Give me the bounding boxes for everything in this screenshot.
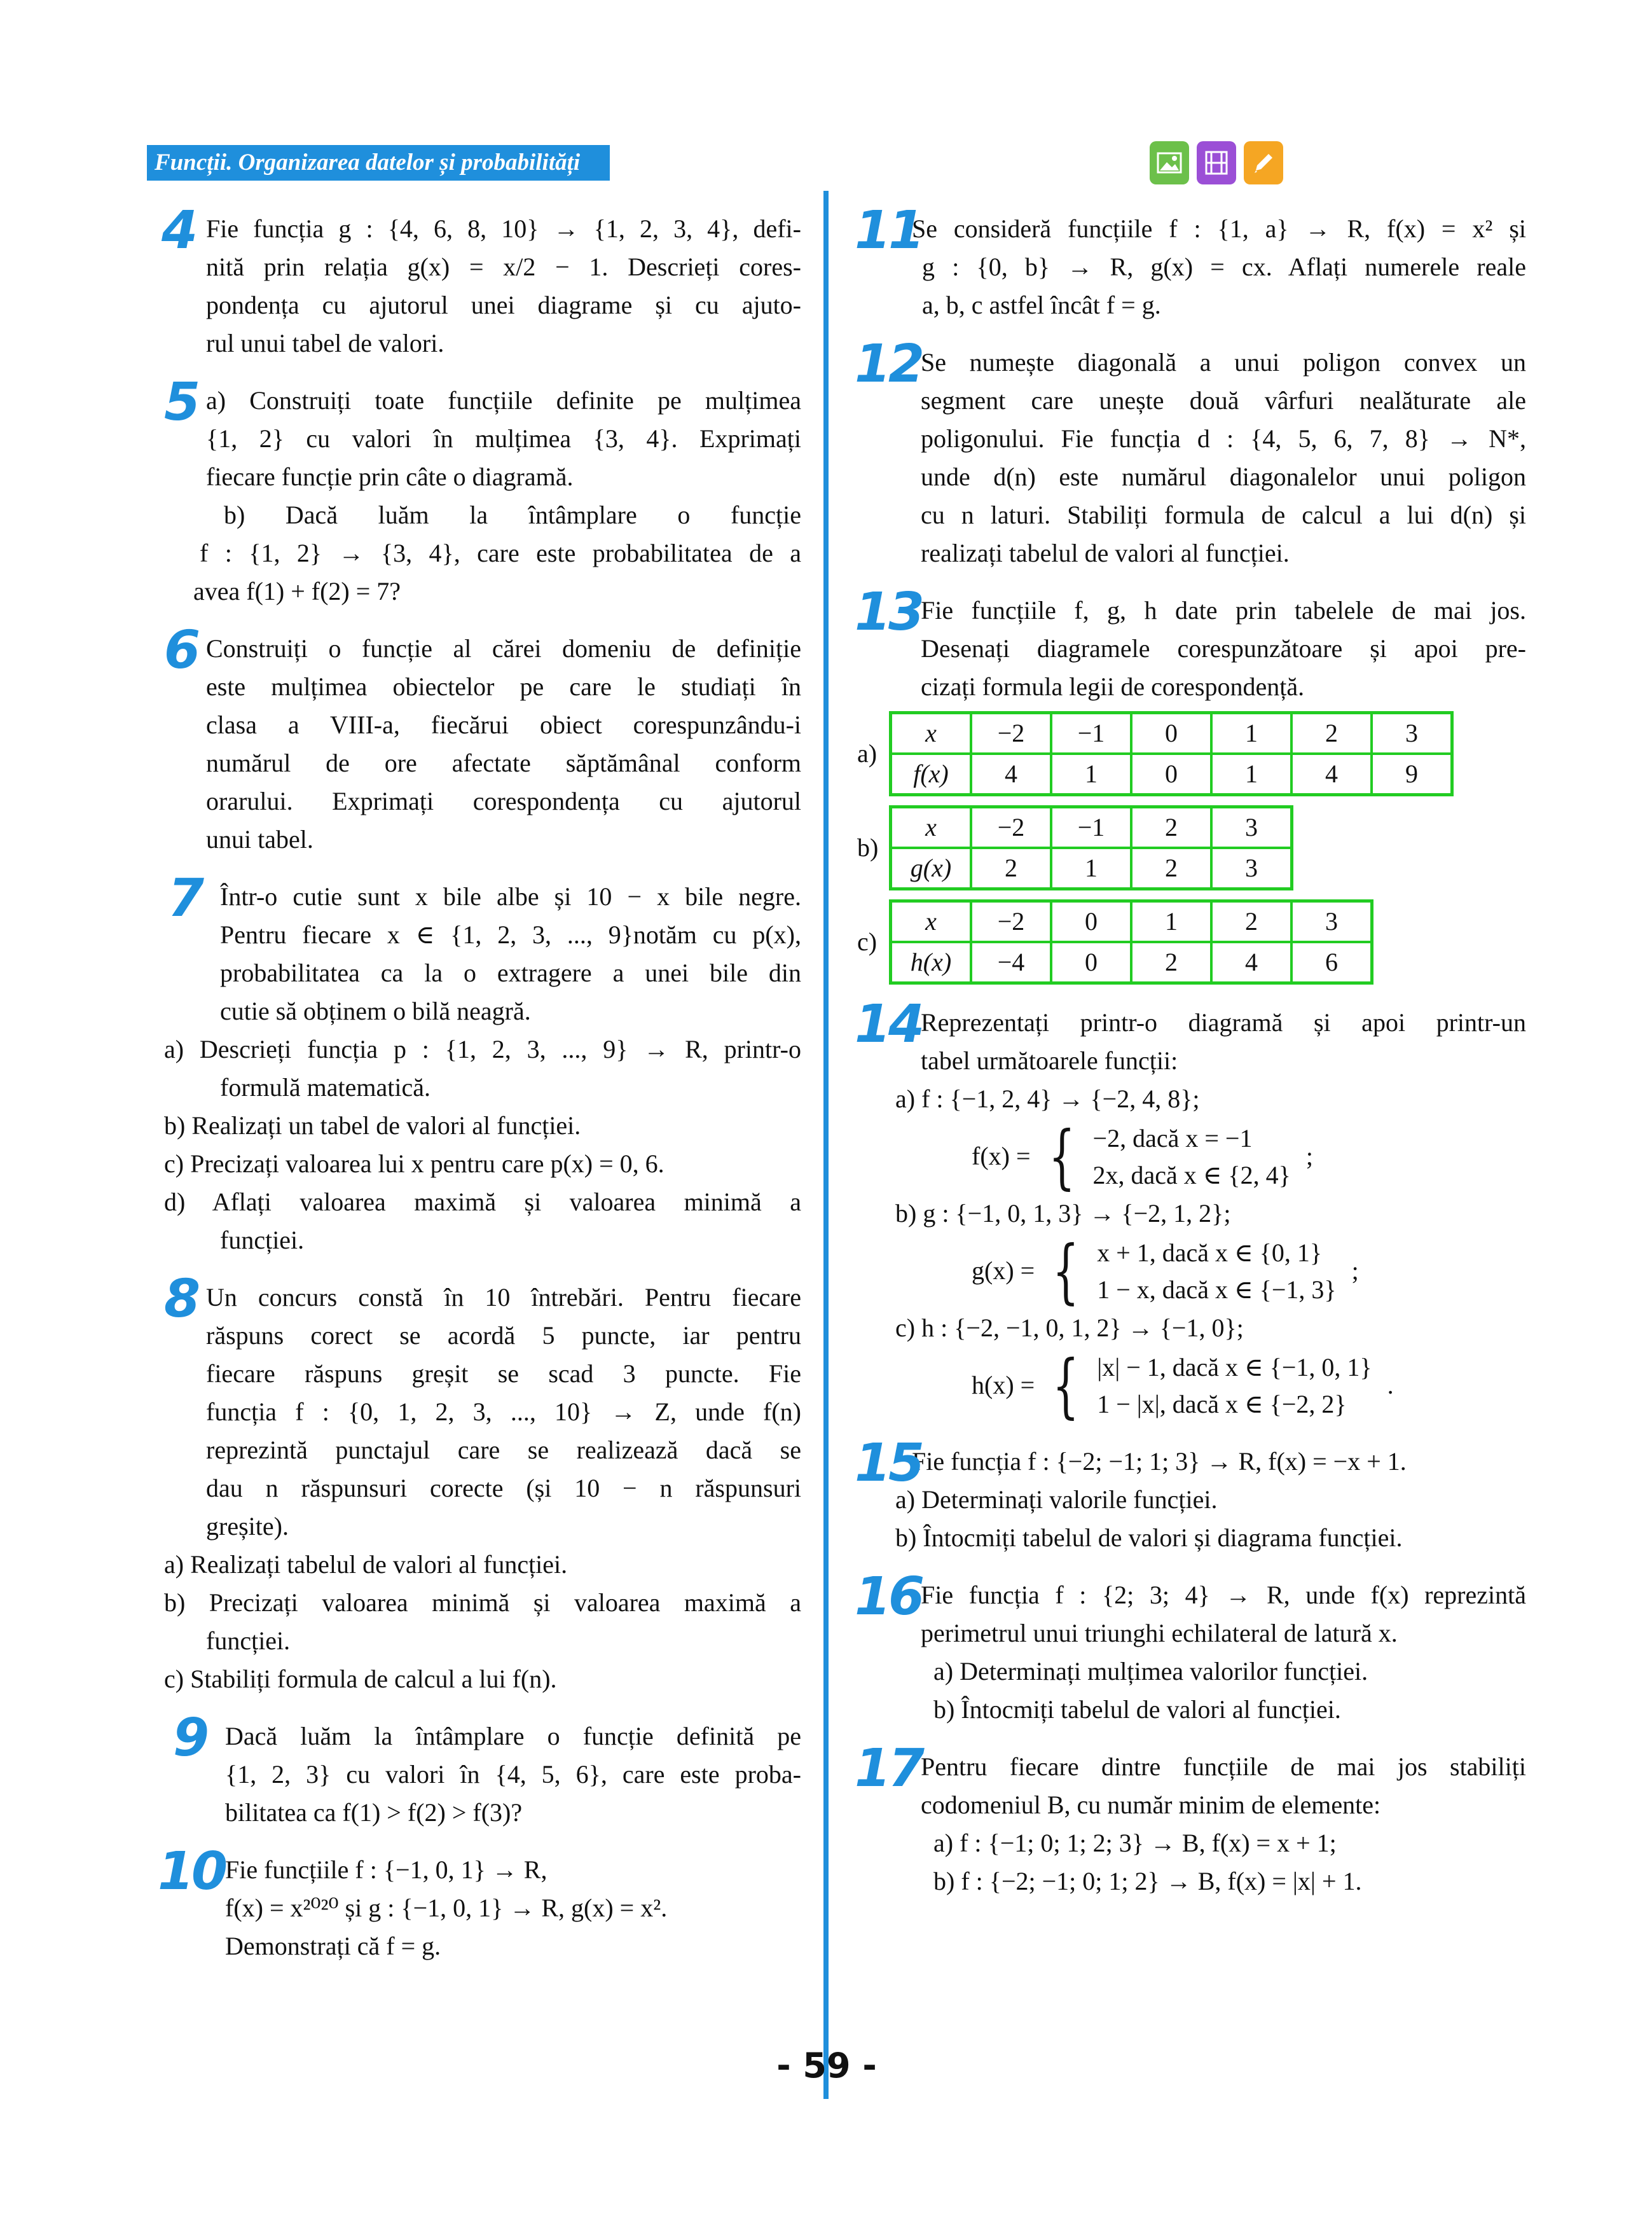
table-cell: 0: [1131, 713, 1211, 754]
problem-text-line: Construiți o funcție al cărei domeniu de definiție: [206, 634, 801, 663]
problem-text-line: fiecare funcție prin câte o diagramă.: [206, 462, 574, 491]
formula-cases: [1093, 1119, 1291, 1193]
problem-number: 13: [855, 582, 923, 642]
problem-text-line: tabel următoarele funcții:: [921, 1046, 1178, 1075]
problem-text-line: poligonului. Fie funcția d : {4, 5, 6, 7, 8} → N*,: [921, 424, 1526, 453]
table-cell: 1: [1131, 901, 1211, 943]
brace-symbol: {: [1048, 1116, 1075, 1197]
problem-number: 4: [162, 200, 196, 261]
table-cell: f(x): [891, 754, 972, 795]
table-cell: 2: [1131, 942, 1211, 983]
problem-item: funcției.: [220, 1226, 305, 1254]
problem-number: 9: [173, 1708, 207, 1768]
problem-text-line: f : {1, 2} → {3, 4}, care este probabilitatea de a: [200, 539, 801, 567]
table-cell: g(x): [891, 848, 972, 889]
problem-text-line: cizați formula legii de corespondență.: [921, 672, 1305, 701]
problem-item: b) Precizați valoarea minimă și valoarea maximă a: [164, 1588, 801, 1617]
table-cell: 2: [1291, 713, 1372, 754]
problem-text-line: cu n laturi. Stabiliți formula de calcul a lui d(n) și: [921, 501, 1526, 529]
problem-6: [164, 620, 801, 859]
table-cell: 1: [1211, 713, 1291, 754]
problem-text-line: este mulțimea obiectelor pe care le studiați în: [206, 672, 801, 701]
table-cell: −2: [971, 807, 1051, 848]
problem-16: [855, 1567, 1526, 1729]
problem-item: d) Aflați valoarea maximă și valoarea minimă a: [164, 1188, 801, 1216]
table-cell: 2: [1211, 901, 1291, 943]
value-table: [889, 805, 1293, 890]
table-row: [891, 713, 1452, 754]
problem-text-line: unde d(n) este numărul diagonalelor unui poligon: [921, 462, 1526, 491]
table-cell: −1: [1051, 713, 1131, 754]
problem-number: 14: [855, 994, 923, 1055]
problem-text-line: perimetrul unui triunghi echilateral de latură x.: [921, 1619, 1398, 1647]
problem-text-line: clasa a VIII-a, fiecărui obiect corespunzându-i: [206, 710, 801, 739]
formula-cases: [1097, 1348, 1372, 1422]
table-cell: 1: [1211, 754, 1291, 795]
pencil-icon[interactable]: [1244, 141, 1283, 184]
problem-text-line: dau n răspunsuri corecte (și 10 − n răspunsuri: [206, 1474, 801, 1502]
problem-item: funcției.: [206, 1626, 291, 1655]
problem-text-line: Fie funcția f : {2; 3; 4} → R, unde f(x) reprezintă: [921, 1581, 1526, 1609]
problem-text-line: orarului. Exprimați corespondența cu ajutorul: [206, 787, 801, 815]
problem-item: a) Descrieți funcția p : {1, 2, 3, ..., 9} → R, printr-o: [164, 1035, 801, 1063]
table-cell: h(x): [891, 942, 972, 983]
problem-item: b) Întocmiți tabelul de valori al funcției.: [933, 1695, 1341, 1724]
problem-text-line: Fie funcția g : {4, 6, 8, 10} → {1, 2, 3, 4}, defi-: [206, 214, 801, 243]
problem-text-line: Demonstrați că f = g.: [225, 1932, 441, 1960]
problem-text-line: Reprezentați printr-o diagramă și apoi printr-un: [921, 1008, 1526, 1037]
problem-number: 15: [855, 1433, 923, 1493]
formula-case: 1 − x, dacă x ∈ {−1, 3}: [1097, 1275, 1337, 1304]
table-label: b): [857, 833, 879, 862]
problem-text-line: cutie să obținem o bilă neagră.: [220, 997, 531, 1025]
piecewise-functions: [857, 1080, 1526, 1426]
table-cell: 2: [971, 848, 1051, 889]
problem-text-line: Dacă luăm la întâmplare o funcție definită pe: [225, 1722, 801, 1750]
problem-text-line: {1, 2, 3} cu valori în {4, 5, 6}, care este proba-: [225, 1760, 801, 1789]
problem-4: [162, 200, 801, 363]
function-definition: a) f : {−1, 2, 4} → {−2, 4, 8};: [895, 1084, 1200, 1113]
formula-case: x + 1, dacă x ∈ {0, 1}: [1097, 1238, 1323, 1267]
problem-text-line: Se consideră funcțiile f : {1, a} → R, f(x) = x² și: [912, 214, 1526, 243]
value-table: [889, 711, 1454, 796]
problem-text-line: g : {0, b} → R, g(x) = cx. Aflați numerele reale: [922, 253, 1526, 281]
formula-lhs: g(x) =: [972, 1256, 1035, 1285]
problem-text-line: Pentru fiecare x ∈ {1, 2, 3, ..., 9}notăm cu p(x),: [220, 920, 801, 949]
table-cell: 3: [1211, 848, 1292, 889]
left-column: [158, 200, 801, 1984]
problem-text-line: bilitatea ca f(1) > f(2) > f(3)?: [225, 1798, 523, 1827]
problem-text-line: a, b, c astfel încât f = g.: [922, 291, 1161, 319]
table-cell: −2: [971, 713, 1051, 754]
formula-cases: [1097, 1234, 1336, 1308]
table-cell: 3: [1291, 901, 1372, 943]
problem-text-line: Un concurs constă în 10 întrebări. Pentru fiecare: [206, 1283, 801, 1312]
problem-text-line: Fie funcțiile f, g, h date prin tabelele de mai jos.: [921, 596, 1526, 625]
column-divider: [823, 191, 829, 2099]
table-cell: 0: [1051, 942, 1131, 983]
problem-text-line: f(x) = x²⁰²⁰ și g : {−1, 0, 1} → R, g(x) = x².: [225, 1894, 668, 1922]
table-cell: 0: [1051, 901, 1131, 943]
formula-case: 1 − |x|, dacă x ∈ {−2, 2}: [1097, 1390, 1347, 1418]
problem-text-line: b) Dacă luăm la întâmplare o funcție: [224, 501, 801, 529]
table-cell: 0: [1131, 754, 1211, 795]
problem-text-line: {1, 2} cu valori în mulțimea {3, 4}. Exprimați: [206, 424, 801, 453]
problem-item: c) Stabiliți formula de calcul a lui f(n).: [164, 1665, 557, 1693]
problem-number: 8: [164, 1269, 198, 1329]
problem-text-line: realizați tabelul de valori al funcției.: [921, 539, 1290, 567]
table-cell: 6: [1291, 942, 1372, 983]
problem-item: a) Determinați mulțimea valorilor funcției.: [933, 1657, 1368, 1686]
formula-end: ;: [1351, 1256, 1359, 1285]
table-cell: x: [891, 713, 972, 754]
problem-text-line: reprezintă punctajul care se realizează dacă se: [206, 1436, 801, 1464]
problem-8: [164, 1269, 801, 1698]
problem-11: [855, 200, 1526, 324]
problem-text-line: a) Construiți toate funcțiile definite pe mulțimea: [206, 386, 801, 415]
table-cell: 3: [1211, 807, 1292, 848]
piecewise-formula: [895, 1230, 1526, 1312]
table-cell: 2: [1131, 807, 1211, 848]
right-column: [855, 200, 1526, 1920]
value-table: [889, 899, 1373, 985]
value-table-block: [857, 805, 1526, 890]
table-cell: 3: [1372, 713, 1452, 754]
problem-number: 17: [855, 1738, 923, 1799]
problem-17: [855, 1738, 1526, 1901]
brace-symbol: {: [1052, 1230, 1080, 1312]
value-table-block: [857, 899, 1526, 985]
problem-item: a) Determinați valorile funcției.: [895, 1485, 1218, 1514]
problem-text-line: unui tabel.: [206, 825, 313, 854]
problem-item: b) Întocmiți tabelul de valori și diagrama funcției.: [895, 1523, 1403, 1552]
formula-case: 2x, dacă x ∈ {2, 4}: [1092, 1161, 1291, 1189]
table-cell: x: [891, 807, 972, 848]
problem-10: [158, 1841, 801, 1965]
problem-9: [164, 1708, 801, 1832]
table-cell: 9: [1372, 754, 1452, 795]
problem-text-line: greșite).: [206, 1512, 289, 1541]
table-cell: 4: [1211, 942, 1291, 983]
page-number: - 59 -: [776, 2046, 877, 2086]
problem-number: 12: [855, 334, 923, 394]
problem-text-line: nită prin relația g(x) = x/2 − 1. Descrieți cores-: [206, 253, 801, 281]
formula-end: ;: [1305, 1142, 1313, 1170]
table-row: [891, 754, 1452, 795]
problem-text-line: fiecare răspuns greșit se scad 3 puncte. Fie: [206, 1359, 801, 1388]
formula-case: |x| − 1, dacă x ∈ {−1, 0, 1}: [1097, 1353, 1372, 1382]
problem-13: [855, 582, 1526, 985]
problem-12: [855, 334, 1526, 572]
problem-text-line: Fie funcțiile f : {−1, 0, 1} → R,: [225, 1855, 547, 1884]
chapter-header: Funcții. Organizarea datelor și probabilități: [147, 145, 610, 181]
table-row: [891, 807, 1292, 848]
formula-case: −2, dacă x = −1: [1092, 1124, 1253, 1153]
table-cell: 2: [1131, 848, 1211, 889]
problem-number: 11: [855, 200, 923, 261]
problem-number: 7: [168, 868, 202, 929]
problem-text-line: numărul de ore afectate săptămânal conform: [206, 749, 801, 777]
formula-lhs: f(x) =: [972, 1142, 1031, 1170]
media-icons: [1150, 141, 1283, 184]
value-table-block: [857, 711, 1526, 796]
formula-end: .: [1387, 1371, 1394, 1399]
problem-text-line: pondența cu ajutorul unei diagrame și cu ajuto-: [206, 291, 801, 319]
problem-number: 16: [855, 1567, 923, 1627]
table-cell: 1: [1051, 848, 1131, 889]
problem-text-line: Pentru fiecare dintre funcțiile de mai jos stabiliți: [921, 1752, 1526, 1781]
problem-number: 6: [164, 620, 198, 681]
table-cell: 4: [971, 754, 1051, 795]
table-cell: −4: [971, 942, 1051, 983]
problem-text-line: codomeniul B, cu număr minim de elemente:: [921, 1790, 1381, 1819]
table-cell: −2: [971, 901, 1051, 943]
problem-text-line: Desenați diagramele corespunzătoare și apoi pre-: [921, 634, 1526, 663]
problem-item: c) Precizați valoarea lui x pentru care p(x) = 0, 6.: [164, 1149, 664, 1178]
problem-text-line: segment care unește două vârfuri nealăturate ale: [921, 386, 1526, 415]
problem-item: a) Realizați tabelul de valori al funcției.: [164, 1550, 568, 1579]
problem-text-line: răspuns corect se acordă 5 puncte, iar pentru: [206, 1321, 801, 1350]
problem-item: b) f : {−2; −1; 0; 1; 2} → B, f(x) = |x| + 1.: [933, 1867, 1362, 1895]
problem-text-line: Fie funcția f : {−2; −1; 1; 3} → R, f(x) = −x + 1.: [912, 1447, 1407, 1476]
table-label: c): [857, 927, 878, 956]
film-icon[interactable]: [1197, 141, 1236, 184]
problem-text-line: avea f(1) + f(2) = 7?: [193, 577, 401, 606]
piecewise-formula: [895, 1118, 1526, 1195]
table-cell: −1: [1051, 807, 1131, 848]
value-tables: [857, 711, 1526, 985]
function-definition: b) g : {−1, 0, 1, 3} → {−2, 1, 2};: [895, 1199, 1231, 1228]
function-definition: c) h : {−2, −1, 0, 1, 2} → {−1, 0};: [895, 1313, 1244, 1342]
problem-15: [855, 1433, 1526, 1557]
table-row: [891, 848, 1292, 889]
problem-5: [164, 372, 801, 611]
table-cell: x: [891, 901, 972, 943]
brace-symbol: {: [1052, 1345, 1080, 1426]
table-cell: 4: [1291, 754, 1372, 795]
problem-text-line: Se numește diagonală a unui poligon convex un: [921, 348, 1526, 377]
formula-lhs: h(x) =: [972, 1371, 1035, 1399]
table-cell: 1: [1051, 754, 1131, 795]
problem-number: 10: [158, 1841, 226, 1902]
table-row: [891, 942, 1372, 983]
problem-text-line: funcția f : {0, 1, 2, 3, ..., 10} → Z, unde f(n): [206, 1397, 801, 1426]
problem-item: formulă matematică.: [220, 1073, 430, 1102]
problem-7: [164, 868, 801, 1259]
piecewise-formula: [895, 1345, 1526, 1426]
table-label: a): [857, 739, 878, 768]
problem-text-line: probabilitatea ca la o extragere a unei bile din: [220, 959, 801, 987]
problem-text-line: rul unui tabel de valori.: [206, 329, 444, 357]
table-row: [891, 901, 1372, 943]
problem-item: a) f : {−1; 0; 1; 2; 3} → B, f(x) = x + 1;: [933, 1829, 1337, 1857]
problem-14: [855, 994, 1526, 1426]
problem-text-line: Într-o cutie sunt x bile albe și 10 − x bile negre.: [220, 882, 801, 911]
image-icon[interactable]: [1150, 141, 1189, 184]
problem-item: b) Realizați un tabel de valori al funcției.: [164, 1111, 581, 1140]
problem-number: 5: [164, 372, 198, 433]
